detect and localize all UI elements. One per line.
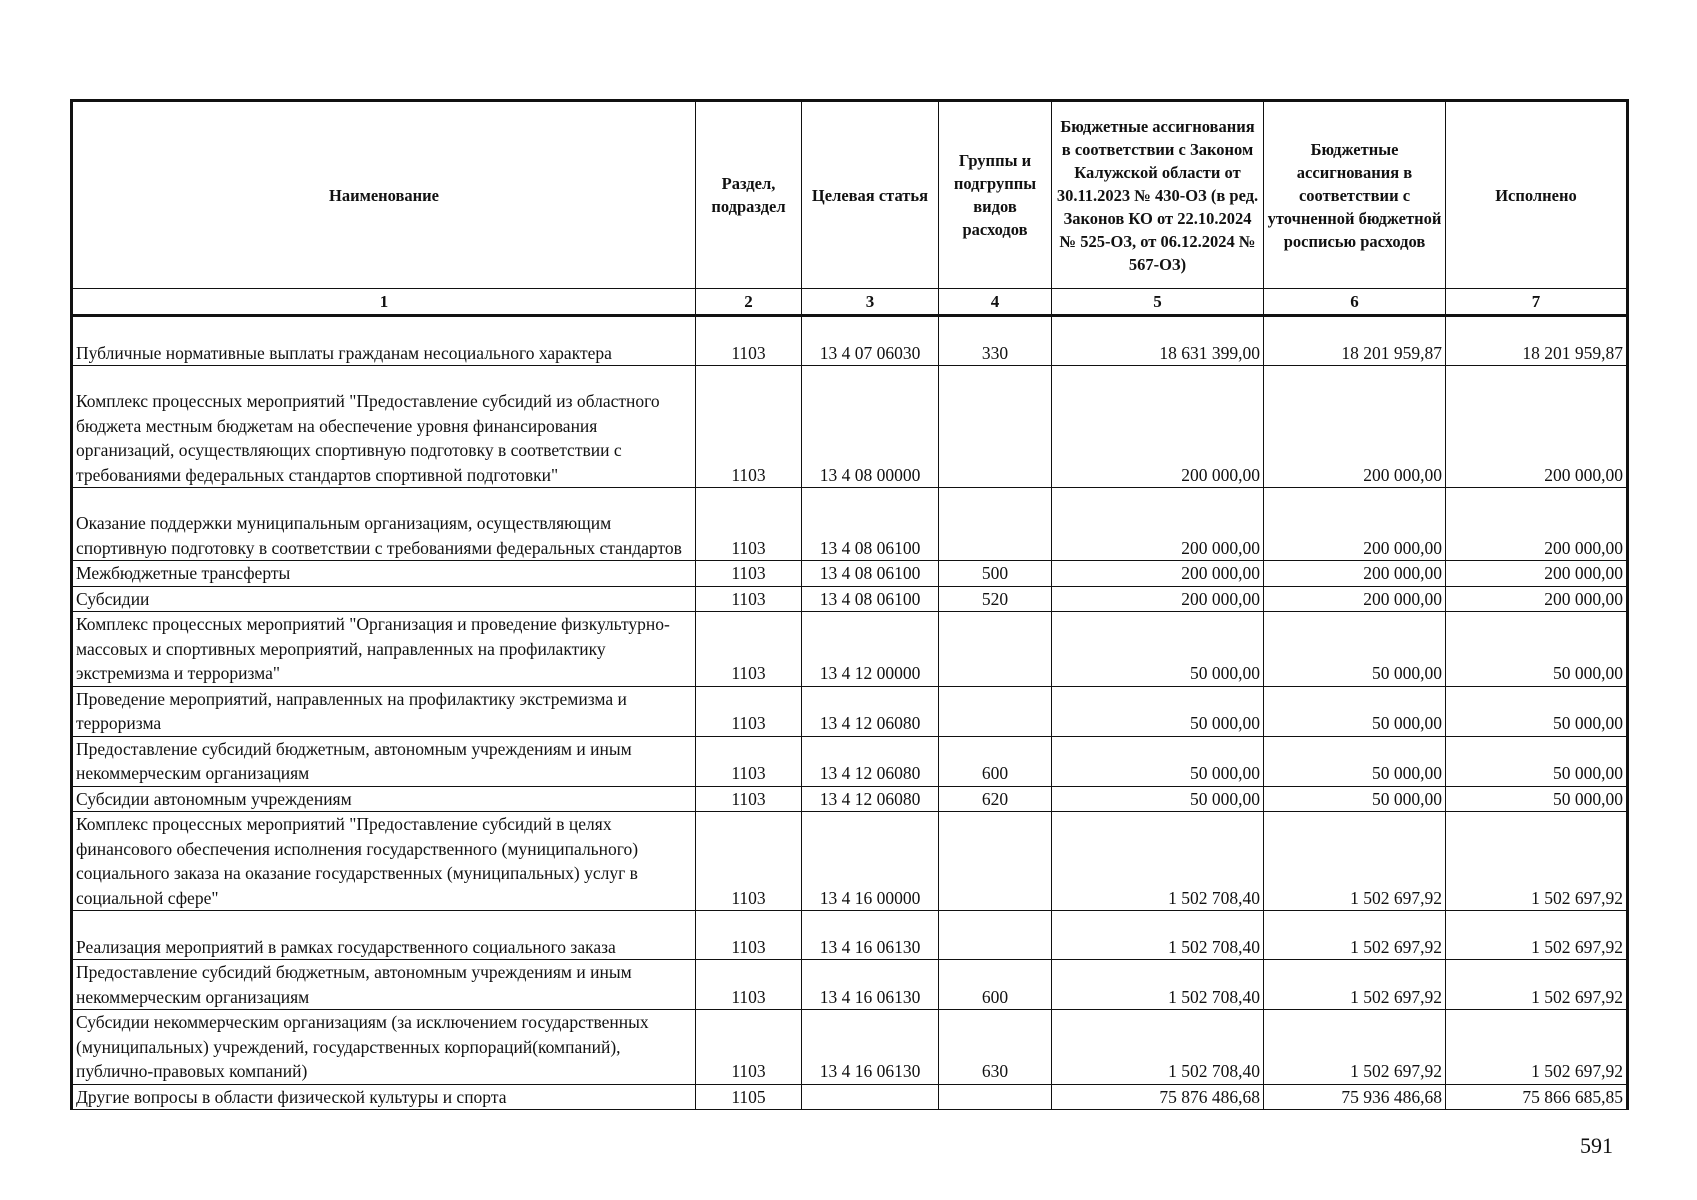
table-row: [72, 736, 1628, 786]
column-number: 7: [1446, 289, 1628, 316]
table-row: [72, 1010, 1628, 1085]
row-budget-refined: 75 936 486,68: [1264, 1084, 1446, 1110]
header-executed: Исполнено: [1446, 101, 1628, 289]
row-target-article: 13 4 08 06100: [802, 561, 939, 587]
table-row: [72, 316, 1628, 366]
header-expense-groups: Группы и подгруппы видов расходов: [939, 101, 1052, 289]
row-budget-refined: 1 502 697,92: [1264, 812, 1446, 911]
row-executed: 75 866 685,85: [1446, 1084, 1628, 1110]
row-name: Реализация мероприятий в рамках государственного социального заказа: [72, 911, 696, 960]
row-budget-refined: 1 502 697,92: [1264, 911, 1446, 960]
row-name: Другие вопросы в области физической культуры и спорта: [72, 1084, 696, 1110]
row-budget-refined: 50 000,00: [1264, 612, 1446, 687]
row-expense-group: 330: [939, 316, 1052, 366]
row-expense-group: 630: [939, 1010, 1052, 1085]
row-section: 1103: [696, 488, 802, 561]
row-section: 1103: [696, 786, 802, 812]
row-target-article: 13 4 08 06100: [802, 586, 939, 612]
row-target-article: 13 4 12 06080: [802, 736, 939, 786]
row-name: Межбюджетные трансферты: [72, 561, 696, 587]
row-section: 1103: [696, 911, 802, 960]
row-name: Проведение мероприятий, направленных на профилактику экстремизма и терроризма: [72, 686, 696, 736]
column-number: 2: [696, 289, 802, 316]
row-budget-law: 1 502 708,40: [1052, 960, 1264, 1010]
table-row: [72, 911, 1628, 960]
row-target-article: 13 4 16 06130: [802, 960, 939, 1010]
row-budget-law: 50 000,00: [1052, 612, 1264, 687]
table-row: [72, 612, 1628, 687]
row-name: Комплекс процессных мероприятий "Предоставление субсидий из областного бюджета местным бюджетам на обеспечение уровня финансирования организаций, осуществляющих спортивную подготовку в соответствии с требованиями федеральных стандартов спортивной подготовки": [72, 366, 696, 488]
row-expense-group: [939, 612, 1052, 687]
row-name: Публичные нормативные выплаты гражданам несоциального характера: [72, 316, 696, 366]
row-budget-law: 200 000,00: [1052, 488, 1264, 561]
row-budget-law: 50 000,00: [1052, 686, 1264, 736]
row-target-article: 13 4 08 00000: [802, 366, 939, 488]
row-section: 1103: [696, 960, 802, 1010]
header-budget-law: Бюджетные ассигнования в соответствии с Законом Калужской области от 30.11.2023 № 430-ОЗ (в ред. Законов КО от 22.10.2024 № 525-ОЗ, от 06.12.2024 № 567-ОЗ): [1052, 101, 1264, 289]
row-budget-refined: 200 000,00: [1264, 366, 1446, 488]
row-expense-group: 520: [939, 586, 1052, 612]
row-budget-refined: 1 502 697,92: [1264, 1010, 1446, 1085]
row-executed: 200 000,00: [1446, 366, 1628, 488]
column-number: 3: [802, 289, 939, 316]
row-executed: 200 000,00: [1446, 488, 1628, 561]
row-target-article: 13 4 07 06030: [802, 316, 939, 366]
table-body: [72, 316, 1628, 1110]
header-budget-refined: Бюджетные ассигнования в соответствии с уточненной бюджетной росписью расходов: [1264, 101, 1446, 289]
table-row: [72, 366, 1628, 488]
row-expense-group: [939, 911, 1052, 960]
row-executed: 200 000,00: [1446, 586, 1628, 612]
row-expense-group: 600: [939, 736, 1052, 786]
row-budget-refined: 1 502 697,92: [1264, 960, 1446, 1010]
table-row: [72, 686, 1628, 736]
table-row: [72, 960, 1628, 1010]
row-target-article: 13 4 12 06080: [802, 686, 939, 736]
row-executed: 50 000,00: [1446, 686, 1628, 736]
row-expense-group: [939, 366, 1052, 488]
table-row: [72, 812, 1628, 911]
row-budget-law: 1 502 708,40: [1052, 911, 1264, 960]
row-budget-law: 200 000,00: [1052, 586, 1264, 612]
row-executed: 50 000,00: [1446, 612, 1628, 687]
row-budget-refined: 200 000,00: [1264, 561, 1446, 587]
row-name: Комплекс процессных мероприятий "Предоставление субсидий в целях финансового обеспечения исполнения государственного (муниципального) социального заказа на оказание государственных (муниципальных) услуг в социальной сфере": [72, 812, 696, 911]
row-name: Субсидии автономным учреждениям: [72, 786, 696, 812]
row-executed: 50 000,00: [1446, 736, 1628, 786]
row-executed: 200 000,00: [1446, 561, 1628, 587]
row-name: Субсидии: [72, 586, 696, 612]
row-budget-law: 200 000,00: [1052, 561, 1264, 587]
row-budget-law: 200 000,00: [1052, 366, 1264, 488]
header-row: [72, 101, 1628, 289]
row-budget-law: 18 631 399,00: [1052, 316, 1264, 366]
row-target-article: 13 4 16 06130: [802, 911, 939, 960]
row-budget-law: 50 000,00: [1052, 736, 1264, 786]
page-number: 591: [1580, 1133, 1613, 1158]
row-expense-group: [939, 488, 1052, 561]
row-executed: 50 000,00: [1446, 786, 1628, 812]
header-section: Раздел, подраздел: [696, 101, 802, 289]
row-name: Комплекс процессных мероприятий "Организация и проведение физкультурно-массовых и спортивных мероприятий, направленных на профилактику экстремизма и терроризма": [72, 612, 696, 687]
row-executed: 18 201 959,87: [1446, 316, 1628, 366]
row-budget-refined: 50 000,00: [1264, 786, 1446, 812]
column-number: 6: [1264, 289, 1446, 316]
row-expense-group: 620: [939, 786, 1052, 812]
table-row: [72, 1084, 1628, 1110]
row-target-article: 13 4 16 06130: [802, 1010, 939, 1085]
row-budget-refined: 200 000,00: [1264, 488, 1446, 561]
row-section: 1103: [696, 686, 802, 736]
row-section: 1103: [696, 366, 802, 488]
column-number: 4: [939, 289, 1052, 316]
row-budget-law: 1 502 708,40: [1052, 1010, 1264, 1085]
budget-table: [70, 99, 1629, 1110]
row-expense-group: [939, 1084, 1052, 1110]
row-target-article: 13 4 12 06080: [802, 786, 939, 812]
row-expense-group: 600: [939, 960, 1052, 1010]
row-section: 1103: [696, 812, 802, 911]
table-header: [72, 101, 1628, 316]
row-executed: 1 502 697,92: [1446, 812, 1628, 911]
row-expense-group: [939, 812, 1052, 911]
row-budget-refined: 18 201 959,87: [1264, 316, 1446, 366]
row-budget-refined: 50 000,00: [1264, 686, 1446, 736]
row-name: Субсидии некоммерческим организациям (за исключением государственных (муниципальных) учреждений, государственных корпораций(компаний), публично-правовых компаний): [72, 1010, 696, 1085]
row-budget-law: 1 502 708,40: [1052, 812, 1264, 911]
row-name: Предоставление субсидий бюджетным, автономным учреждениям и иным некоммерческим организациям: [72, 960, 696, 1010]
row-expense-group: 500: [939, 561, 1052, 587]
table-row: [72, 786, 1628, 812]
row-name: Оказание поддержки муниципальным организациям, осуществляющим спортивную подготовку в соответствии с требованиями федеральных стандартов: [72, 488, 696, 561]
table-row: [72, 488, 1628, 561]
row-target-article: 13 4 12 00000: [802, 612, 939, 687]
header-target-article: Целевая статья: [802, 101, 939, 289]
row-section: 1103: [696, 561, 802, 587]
row-target-article: [802, 1084, 939, 1110]
row-section: 1103: [696, 736, 802, 786]
row-budget-refined: 50 000,00: [1264, 736, 1446, 786]
header-name: Наименование: [72, 101, 696, 289]
row-executed: 1 502 697,92: [1446, 911, 1628, 960]
row-executed: 1 502 697,92: [1446, 960, 1628, 1010]
table-row: [72, 561, 1628, 587]
row-name: Предоставление субсидий бюджетным, автономным учреждениям и иным некоммерческим организациям: [72, 736, 696, 786]
row-section: 1103: [696, 316, 802, 366]
row-section: 1105: [696, 1084, 802, 1110]
row-expense-group: [939, 686, 1052, 736]
row-section: 1103: [696, 586, 802, 612]
row-budget-refined: 200 000,00: [1264, 586, 1446, 612]
row-section: 1103: [696, 1010, 802, 1085]
column-number-row: [72, 289, 1628, 316]
row-budget-law: 75 876 486,68: [1052, 1084, 1264, 1110]
row-executed: 1 502 697,92: [1446, 1010, 1628, 1085]
row-section: 1103: [696, 612, 802, 687]
table-row: [72, 586, 1628, 612]
row-target-article: 13 4 08 06100: [802, 488, 939, 561]
row-budget-law: 50 000,00: [1052, 786, 1264, 812]
column-number: 1: [72, 289, 696, 316]
column-number: 5: [1052, 289, 1264, 316]
row-target-article: 13 4 16 00000: [802, 812, 939, 911]
